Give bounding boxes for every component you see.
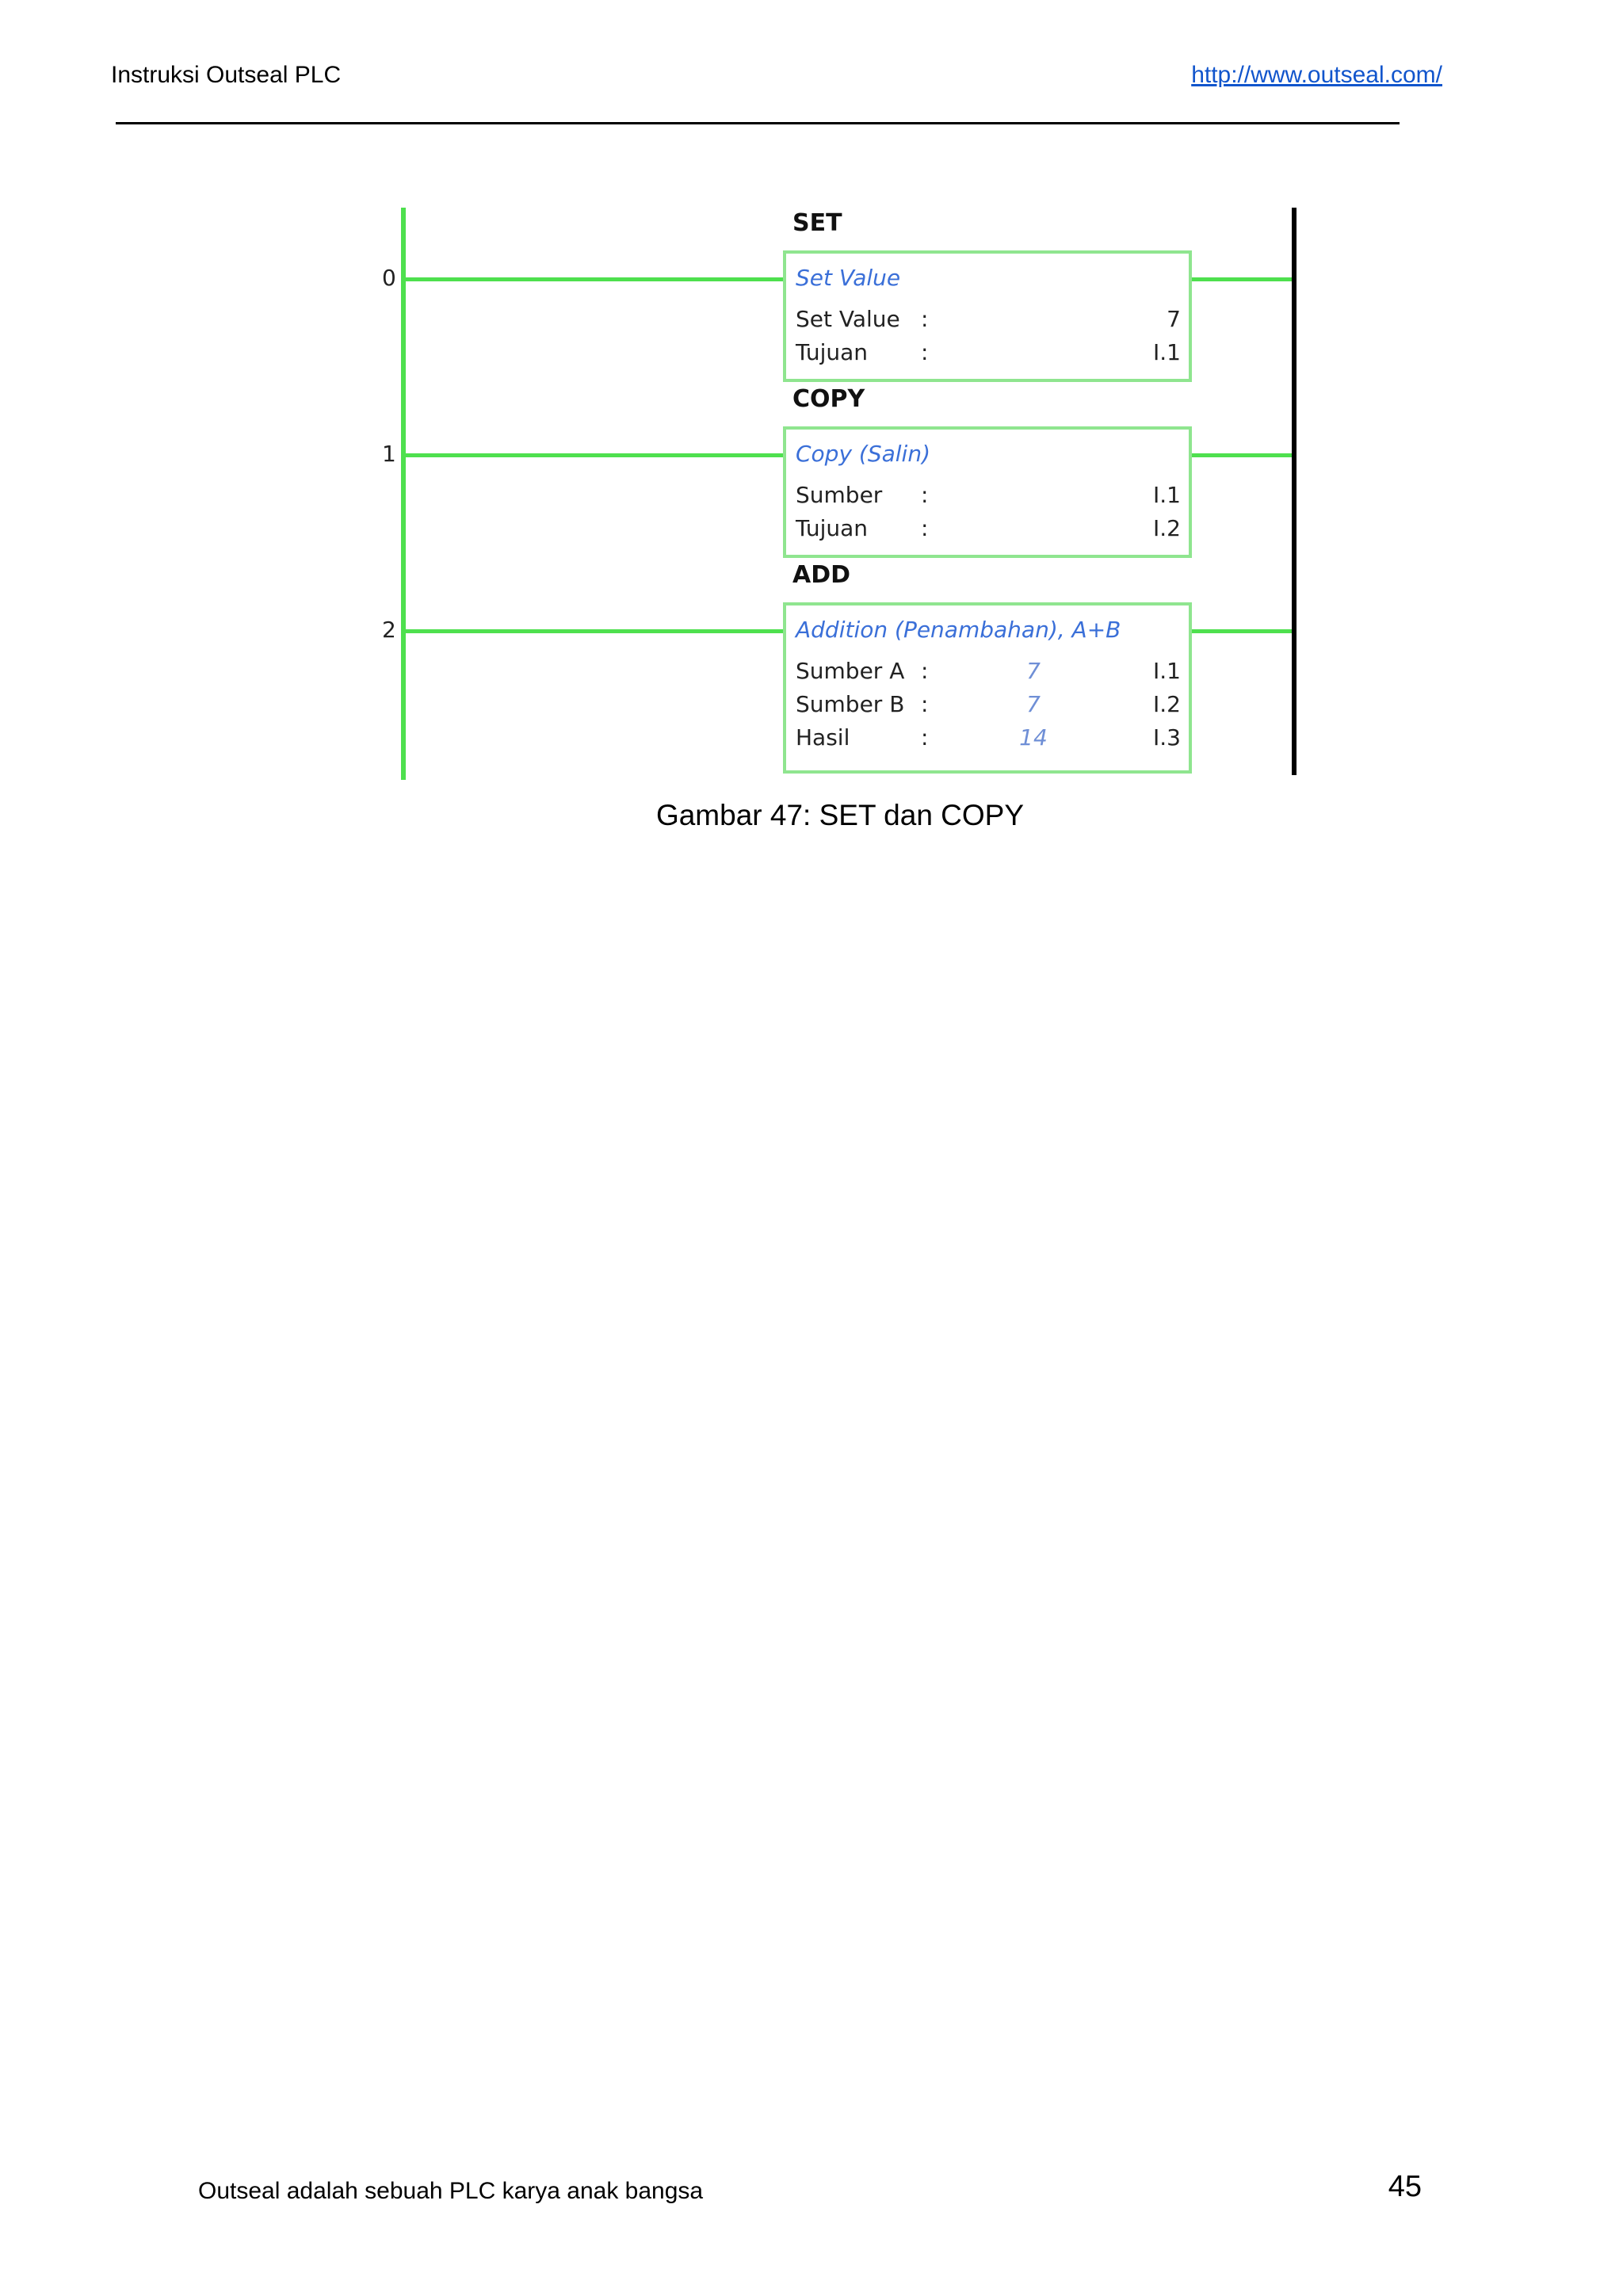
rung-wire-out (1192, 629, 1292, 633)
block-name: Copy (Salin) (796, 441, 931, 467)
rung-wire-in (406, 277, 783, 281)
row-address: I.1 (1153, 482, 1181, 508)
row-address: I.1 (1153, 658, 1181, 684)
block-row (796, 658, 1181, 690)
rung-number: 1 (382, 441, 396, 467)
row-colon: : (921, 724, 929, 751)
website-link[interactable]: http://www.outseal.com/ (1191, 62, 1442, 88)
figure-caption: Gambar 47: SET dan COPY (655, 799, 1025, 831)
row-label: Sumber (796, 482, 883, 508)
row-address: I.1 (1153, 339, 1181, 365)
row-address: 7 (1167, 306, 1181, 332)
row-label: Tujuan (796, 339, 869, 365)
block-title: SET (792, 209, 842, 237)
rung-wire-out (1192, 453, 1292, 457)
row-colon: : (921, 306, 929, 332)
block-row (796, 339, 1181, 371)
page-number: 45 (1388, 2170, 1422, 2203)
right-power-rail (1292, 208, 1296, 775)
row-colon: : (921, 482, 929, 508)
left-power-rail (401, 208, 406, 780)
row-label: Sumber A (796, 658, 905, 684)
rung-wire-in (406, 453, 783, 457)
row-live-value: 14 (1019, 724, 1048, 751)
rung-number: 0 (382, 265, 396, 291)
block-name: Set Value (796, 265, 901, 291)
rung-wire-in (406, 629, 783, 633)
row-label: Sumber B (796, 691, 905, 717)
block-row (796, 724, 1181, 756)
block-row (796, 691, 1181, 723)
page-header-title: Instruksi Outseal PLC (111, 62, 342, 88)
footer-text: Outseal adalah sebuah PLC karya anak bangsa (198, 2178, 704, 2204)
ladder-diagram (372, 204, 1308, 783)
row-address: I.2 (1153, 691, 1181, 717)
row-label: Tujuan (796, 515, 869, 541)
block-row (796, 482, 1181, 514)
row-colon: : (921, 515, 929, 541)
row-live-value: 7 (1026, 691, 1041, 717)
block-title: ADD (792, 561, 851, 589)
row-label: Hasil (796, 724, 850, 751)
row-colon: : (921, 339, 929, 365)
row-address: I.2 (1153, 515, 1181, 541)
header-divider (116, 122, 1400, 124)
block-row (796, 306, 1181, 338)
set-instruction-block[interactable] (783, 250, 1192, 382)
rung-number: 2 (382, 617, 396, 643)
row-label: Set Value (796, 306, 900, 332)
copy-instruction-block[interactable] (783, 426, 1192, 558)
row-colon: : (921, 691, 929, 717)
rung-wire-out (1192, 277, 1292, 281)
row-address: I.3 (1153, 724, 1181, 751)
block-name: Addition (Penambahan), A+B (796, 617, 1121, 643)
add-instruction-block[interactable] (783, 602, 1192, 774)
block-title: COPY (792, 385, 865, 413)
row-colon: : (921, 658, 929, 684)
block-row (796, 515, 1181, 547)
row-live-value: 7 (1026, 658, 1041, 684)
